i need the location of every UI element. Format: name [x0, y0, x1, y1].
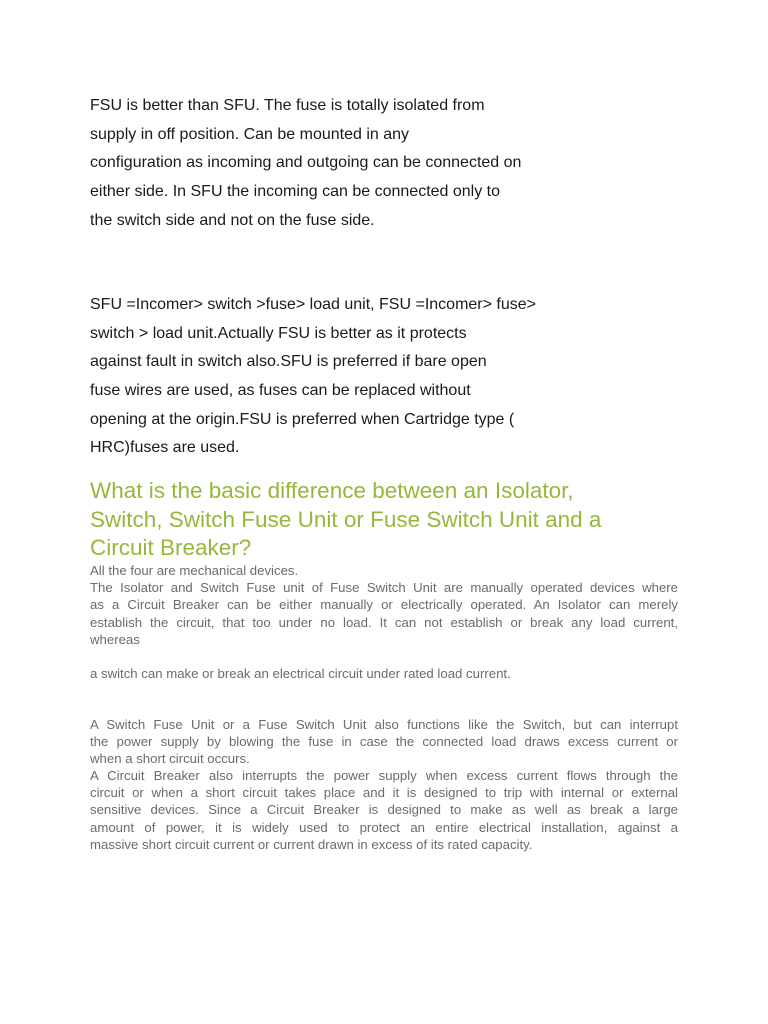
text-line: massive short circuit current or current drawn in excess of its rated capacity. [90, 836, 533, 852]
text-line: fuse wires are used, as fuses can be replaced without [90, 382, 471, 400]
text-line: against fault in switch also.SFU is preferred if bare open [90, 353, 487, 371]
text-line: either side. In SFU the incoming can be connected only to [90, 183, 501, 201]
text-line: sensitive devices. Since a Circuit Breaker is designed to make as well as break a large [90, 802, 678, 818]
text-line: FSU is better than SFU. The fuse is totally isolated from [90, 97, 485, 114]
section-heading [90, 477, 690, 563]
text-line: circuit or when a short circuit takes place and it is designed to trip with internal or external [90, 785, 678, 801]
text-line: A Circuit Breaker also interrupts the power supply when excess current flows through the [90, 768, 678, 783]
heading-line: Switch, Switch Fuse Unit or Fuse Switch Unit and a [90, 506, 602, 532]
heading-line: Circuit Breaker? [90, 535, 252, 560]
intro-paragraph [90, 562, 678, 648]
sfu-fsu-order-paragraph [90, 291, 570, 463]
text-line: The Isolator and Switch Fuse unit of Fuse Switch Unit are manually operated devices where [90, 580, 678, 596]
text-line: opening at the origin.FSU is preferred when Cartridge type ( [90, 410, 515, 428]
text-line: the power supply by blowing the fuse in case the connected load draws excess current or [90, 734, 678, 750]
text-line: whereas [90, 631, 140, 647]
text-line: the switch side and not on the fuse side. [90, 211, 375, 229]
text-line: a switch can make or break an electrical circuit under rated load current. [90, 666, 511, 681]
text-line: supply in off position. Can be mounted in any [90, 125, 410, 143]
text-line: switch > load unit.Actually FSU is better as it protects [90, 324, 467, 342]
text-line: as a Circuit Breaker can be either manually or electrically operated. An Isolator can merely [90, 597, 678, 613]
text-line: configuration as incoming and outgoing can be connected on [90, 154, 522, 172]
text-line: amount of power, it is widely used to protect an entire electrical installation, against a [90, 819, 678, 835]
switch-paragraph [90, 665, 678, 682]
text-line: A Switch Fuse Unit or a Fuse Switch Unit also functions like the Switch, but can interrupt [90, 717, 678, 732]
heading-line: What is the basic difference between an Isolator, [90, 478, 574, 503]
switch-fuse-unit-paragraph [90, 716, 678, 768]
text-line: HRC)fuses are used. [90, 439, 240, 457]
text-line: establish the circuit, that too under no load. It can not establish or break any load current, [90, 614, 678, 630]
text-line: when a short circuit occurs. [90, 751, 250, 767]
text-line: SFU =Incomer> switch >fuse> load unit, FSU =Incomer> fuse> [90, 296, 536, 313]
text-line: All the four are mechanical devices. [90, 563, 299, 578]
circuit-breaker-paragraph [90, 767, 678, 853]
fsu-vs-sfu-paragraph [90, 92, 570, 235]
